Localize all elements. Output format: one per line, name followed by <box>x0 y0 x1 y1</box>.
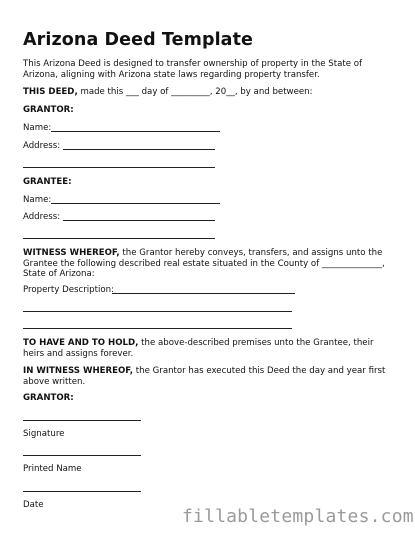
witness-clause <box>23 248 391 280</box>
grantor-address-field[interactable] <box>63 149 215 150</box>
grantee-address-line-2[interactable] <box>23 238 215 239</box>
site-watermark: fillabletemplates.com <box>182 506 414 527</box>
grantee-name-label: Name: <box>23 195 52 205</box>
grantee-name-field[interactable] <box>51 203 220 204</box>
property-description-label: Property Description: <box>23 285 114 295</box>
this-deed-bold: THIS DEED, <box>23 87 78 97</box>
grantor-address-label: Address: <box>23 141 61 151</box>
habendum-bold: TO HAVE AND TO HOLD, <box>23 338 139 348</box>
grantor-heading: GRANTOR: <box>23 105 74 115</box>
habendum-text: the above-described premises unto the Grantee, their heirs and assigns forever. <box>23 338 374 359</box>
this-deed-line <box>23 87 313 98</box>
intro-paragraph: This Arizona Deed is designed to transfer ownership of property in the State of Arizona, aligning with Arizona state laws regarding property transfer. <box>23 59 363 80</box>
signature-grantor-heading: GRANTOR: <box>23 393 74 403</box>
date-field[interactable] <box>23 491 141 492</box>
habendum-clause <box>23 338 391 359</box>
property-description-field[interactable] <box>112 293 295 294</box>
witness-bold: WITNESS WHEREOF, <box>23 248 120 258</box>
grantor-name-field[interactable] <box>51 131 220 132</box>
property-description-line-2[interactable] <box>23 311 292 312</box>
signature-field[interactable] <box>23 420 141 421</box>
witness-text: the Grantor hereby conveys, transfers, and assigns unto the Grantee the following described real estate situated in the County of ______________, State of Arizona: <box>23 248 385 280</box>
grantee-heading: GRANTEE: <box>23 177 72 187</box>
execution-clause <box>23 366 391 387</box>
date-label: Date <box>23 500 44 510</box>
execution-bold: IN WITNESS WHEREOF, <box>23 366 134 376</box>
grantor-name-label: Name: <box>23 123 52 133</box>
grantor-address-line-2[interactable] <box>23 167 215 168</box>
signature-label: Signature <box>23 429 65 439</box>
printed-name-field[interactable] <box>23 455 141 456</box>
printed-name-label: Printed Name <box>23 464 82 474</box>
grantee-address-label: Address: <box>23 212 61 222</box>
execution-text: the Grantor has executed this Deed the day and year first above written. <box>23 366 386 387</box>
page-title: Arizona Deed Template <box>23 30 254 50</box>
grantee-address-field[interactable] <box>63 220 215 221</box>
this-deed-text: made this ___ day of _________, 20__, by and between: <box>77 87 313 97</box>
property-description-line-3[interactable] <box>23 328 292 329</box>
